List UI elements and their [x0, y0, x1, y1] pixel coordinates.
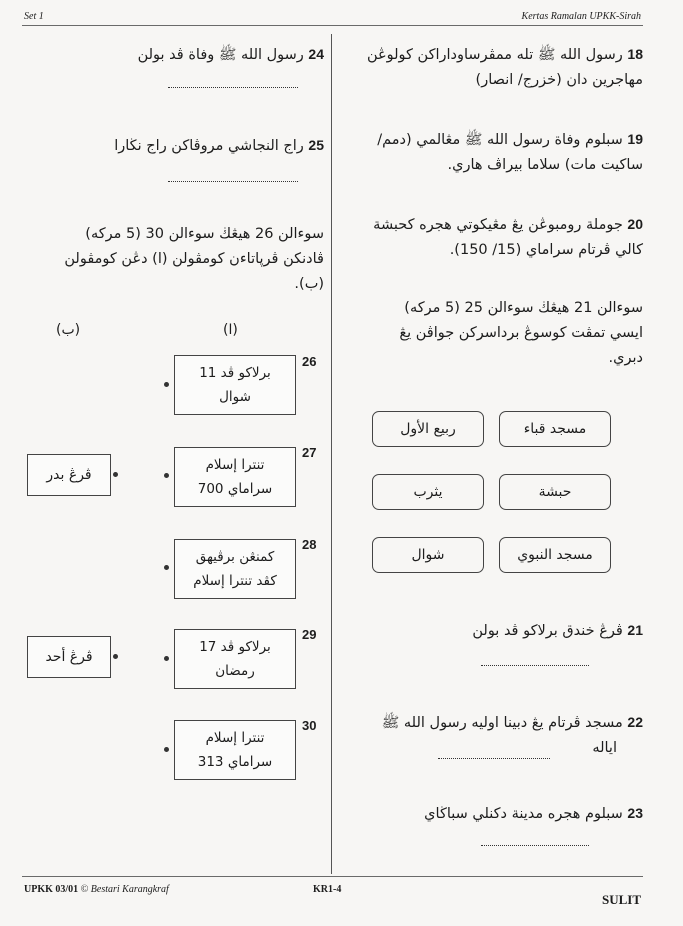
section-instruction: (ب). [294, 276, 324, 292]
section-heading: سوءالن 21 هيڠڬ سوءالن 25 (5 مركه) [404, 300, 643, 316]
section-instruction: دبري. [608, 350, 643, 366]
section-26-30-instructions [30, 222, 324, 297]
header-title: Kertas Ramalan UPKK-Sirah [521, 11, 641, 22]
question-22 [358, 710, 643, 761]
connector-dot[interactable] [164, 747, 169, 752]
answer-option: شوال [372, 537, 484, 573]
connector-dot[interactable] [113, 472, 118, 477]
footer-classification: SULIT [601, 892, 641, 907]
match-text: شوال [219, 389, 251, 405]
question-text: رسول الله ﷺ تله ممڤرساوداراكن كولوڠن [366, 47, 623, 63]
match-text: برلاكو ڤد 17 [199, 639, 271, 655]
question-number: 21 [627, 622, 643, 638]
match-number: 30 [302, 718, 317, 733]
column-b-heading: (ب) [56, 322, 81, 338]
question-text: جوملة رومبوڠن يڠ مڠيكوتي هجره كحبشة [373, 217, 623, 233]
question-number: 25 [308, 137, 324, 153]
match-item-a [174, 629, 296, 689]
answer-blank[interactable] [481, 845, 589, 846]
match-item-a [174, 447, 296, 507]
question-25 [30, 133, 324, 159]
column-divider [331, 34, 332, 874]
question-19 [358, 127, 643, 178]
question-number: 22 [627, 714, 643, 730]
section-heading: سوءالن 26 هيڠڬ سوءالن 30 (5 مركه) [85, 226, 324, 242]
match-item-a [174, 355, 296, 415]
match-item-b: ڤرڠ بدر [27, 454, 111, 496]
question-20 [358, 212, 643, 263]
question-text: راج النجاشي مروڤاكن راج نڬارا [114, 138, 304, 154]
connector-dot[interactable] [164, 656, 169, 661]
header-rule [22, 25, 643, 26]
question-number: 18 [627, 46, 643, 62]
connector-dot[interactable] [164, 382, 169, 387]
question-number: 19 [627, 131, 643, 147]
question-text: رسول الله ﷺ وفاة ڤد بولن [137, 47, 304, 63]
question-number: 20 [627, 216, 643, 232]
answer-blank[interactable] [168, 181, 298, 182]
footer-rule [22, 876, 643, 877]
question-24 [30, 42, 324, 68]
answer-blank[interactable] [438, 758, 550, 759]
question-text: مسجد ڤرتام يڠ دبينا اوليه رسول الله ﷺ [381, 715, 623, 731]
question-number: 24 [308, 46, 324, 62]
match-text: برلاكو ڤد 11 [199, 365, 271, 381]
footer-code: UPKK 03/01 [24, 884, 79, 895]
footer-publisher-name: © Bestari Karangkraf [80, 884, 169, 895]
match-text: كمنڠن برڤيهق [195, 549, 275, 565]
question-text: كالي ڤرتام سراماي (15/ 150). [449, 242, 643, 258]
match-number: 26 [302, 354, 317, 369]
answer-option: ربيع الأول [372, 411, 484, 447]
question-text: اياله [592, 740, 617, 756]
match-text: كڤد تنترا إسلام [193, 573, 277, 589]
question-21 [358, 618, 643, 644]
match-text: تنترا إسلام [205, 457, 265, 473]
question-number: 23 [627, 805, 643, 821]
match-item-a [174, 720, 296, 780]
question-text: مهاجرين دان (خزرج/ انصار) [475, 72, 643, 88]
header-set-label: Set 1 [24, 11, 44, 22]
question-18 [358, 42, 643, 93]
answer-option: مسجد النبوي [499, 537, 611, 573]
answer-option: يثرب [372, 474, 484, 510]
match-text: رمضان [215, 663, 255, 679]
question-text: ساكيت مات) سلاما بيراڤ هاري. [447, 157, 643, 173]
answer-option: مسجد قباء [499, 411, 611, 447]
connector-dot[interactable] [113, 654, 118, 659]
section-instruction: ڤادنكن ڤرڽاتاءن كومڤولن (ا) دڠن كومڤولن [64, 251, 324, 267]
footer-page-code: KR1-4 [313, 884, 342, 895]
question-text: ڤرڠ خندق برلاكو ڤد بولن [472, 623, 623, 639]
match-text: سراماي 313 [197, 754, 273, 770]
match-item-b: ڤرڠ أحد [27, 636, 111, 678]
match-number: 28 [302, 537, 317, 552]
answer-blank[interactable] [168, 87, 298, 88]
section-instruction: ايسي تمڤت كوسوڠ برداسركن جواڤن يڠ [399, 325, 643, 341]
match-text: سراماي 700 [197, 481, 273, 497]
section-21-25-instructions [358, 296, 643, 371]
question-text: سبلوم وفاة رسول الله ﷺ مڠالمي (دمم/ [377, 132, 623, 148]
answer-blank[interactable] [481, 665, 589, 666]
match-number: 29 [302, 627, 317, 642]
answer-option: حبشة [499, 474, 611, 510]
question-23 [358, 801, 643, 827]
question-text: سبلوم هجره مدينة دكنلي سباڬاي [424, 806, 623, 822]
match-item-a [174, 539, 296, 599]
connector-dot[interactable] [164, 473, 169, 478]
connector-dot[interactable] [164, 565, 169, 570]
column-a-heading: (ا) [223, 322, 238, 338]
match-text: تنترا إسلام [205, 730, 265, 746]
match-number: 27 [302, 445, 317, 460]
footer-publisher [24, 884, 169, 895]
